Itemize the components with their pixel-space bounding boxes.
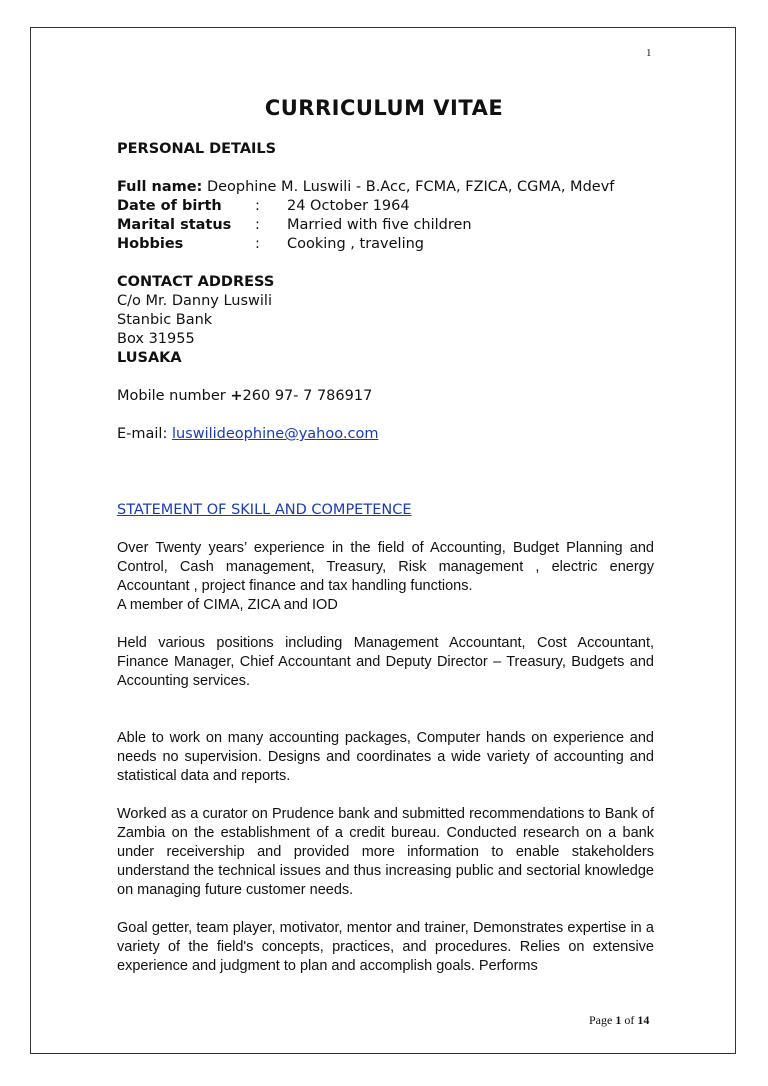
date-of-birth-row [117,197,654,216]
packages-paragraph: Able to work on many accounting packages, Computer hands on experience and needs no supervision. Designs and coordinates a wide variety of accounting and statistical data and reports. [117,730,654,784]
document-body [117,140,654,976]
email-link[interactable]: luswilideophine@yahoo.com [171,426,379,442]
page-footer [589,1013,649,1028]
full-name-label: Full name: [117,179,203,195]
curator-paragraph: Worked as a curator on Prudence bank and submitted recommendations to Bank of Zambia on the establishment of a credit bureau. Conducted research on a bank under receivership and provided more information to enable stakeholders understand the technical issues and thus increasing public and sectorial knowledge on managing future customer needs. [117,806,654,898]
skills-heading: STATEMENT OF SKILL AND COMPETENCE [117,502,412,518]
marital-status-row [117,216,654,235]
email-line [117,425,654,444]
email-label: E-mail: [117,426,172,442]
hobbies-label: Hobbies [117,236,184,252]
hobbies-value: Cooking , traveling [287,236,424,252]
date-of-birth-label: Date of birth [117,198,222,214]
personal-details-heading: PERSONAL DETAILS [117,141,277,157]
date-of-birth-value: 24 October 1964 [287,198,410,214]
page-total: 14 [637,1013,650,1027]
document-title: CURRICULUM VITAE [264,96,504,120]
mobile-label: Mobile number [117,388,231,404]
page-current: 1 [615,1013,622,1027]
page-word: Page [589,1013,616,1027]
full-name-value: Deophine M. Luswili - B.Acc, FCMA, FZICA, CGMA, Mdevf [206,179,615,195]
address-line: C/o Mr. Danny Luswili [117,293,272,309]
mobile-plus: + [230,388,243,404]
membership-line: A member of CIMA, ZICA and IOD [117,597,338,613]
contact-address-heading: CONTACT ADDRESS [117,274,275,290]
separator: : [255,198,260,214]
goal-getter-paragraph: Goal getter, team player, motivator, mentor and trainer, Demonstrates expertise in a variety of the field's concepts, practices, and procedures. Relies on extensive experience and judgment to plan and accomplish goals. Performs [117,920,654,974]
marital-status-value: Married with five children [287,217,472,233]
separator: : [255,236,260,252]
address-line: Stanbic Bank [117,312,213,328]
marital-status-label: Marital status [117,217,232,233]
full-name-line [117,178,654,197]
hobbies-row [117,235,654,254]
mobile-line [117,387,654,406]
skills-paragraph: Over Twenty years’ experience in the field of Accounting, Budget Planning and Control, Cash management, Treasury, Risk management , electric energy Accountant , project finance and tax handling functions. [117,540,654,594]
page-number-top: 1 [646,47,652,59]
of-word: of [621,1013,638,1027]
address-line: Box 31955 [117,331,195,347]
address-city: LUSAKA [117,350,182,366]
mobile-value: 260 97- 7 786917 [242,388,373,404]
positions-paragraph: Held various positions including Management Accountant, Cost Accountant, Finance Manager, Chief Accountant and Deputy Director – Treasury, Budgets and Accounting services. [117,635,654,689]
separator: : [255,217,260,233]
